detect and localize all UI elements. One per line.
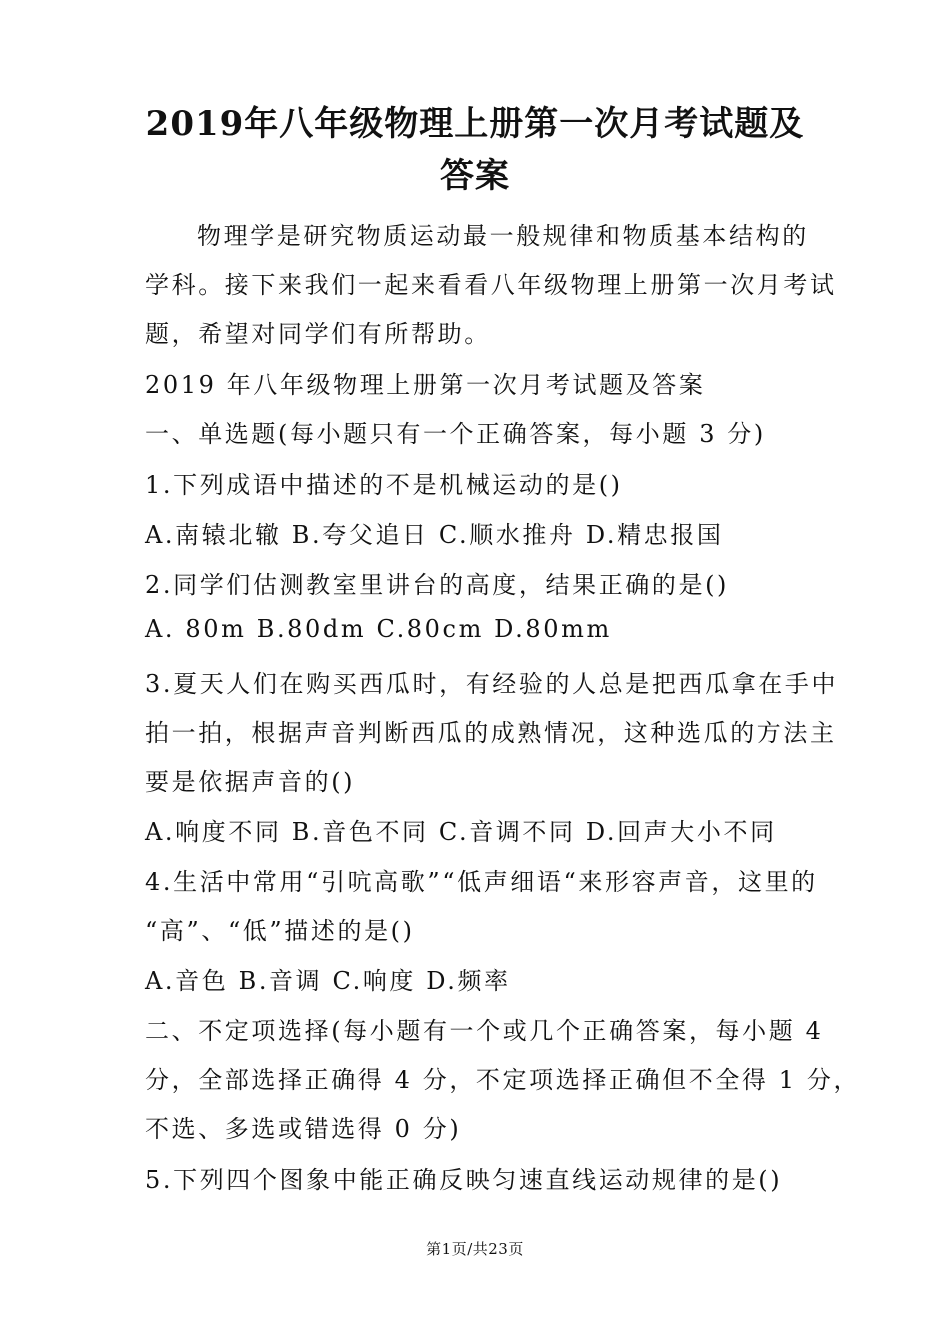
- question-3-line-3: 要是依据声音的(): [145, 768, 356, 796]
- part-two-heading-line-3: 不选、多选或错选得 0 分): [145, 1115, 462, 1143]
- question-4-options: A.音色 B.音调 C.响度 D.频率: [145, 967, 511, 995]
- part-two-heading-line-1: 二、不定项选择(每小题有一个或几个正确答案，每小题 4: [145, 1017, 824, 1045]
- document-title-line-2: 答案: [440, 156, 510, 196]
- question-4-line-1: 4.生活中常用“引吭高歌”“低声细语“来形容声音，这里的: [145, 868, 818, 896]
- intro-line-2: 学科。接下来我们一起来看看八年级物理上册第一次月考试: [145, 271, 837, 299]
- part-two-heading-line-2: 分，全部选择正确得 4 分，不定项选择正确但不全得 1 分，: [145, 1066, 861, 1094]
- question-3-line-2: 拍一拍，根据声音判断西瓜的成熟情况，这种选瓜的方法主: [145, 719, 837, 747]
- page-number-footer: 第1页/共23页: [426, 1240, 524, 1258]
- question-2-options: A. 80m B.80dm C.80cm D.80mm: [145, 615, 612, 643]
- intro-line-1: 物理学是研究物质运动最一般规律和物质基本结构的: [197, 222, 809, 250]
- question-1: 1.下列成语中描述的不是机械运动的是(): [145, 471, 623, 499]
- question-3-options: A.响度不同 B.音色不同 C.音调不同 D.回声大小不同: [145, 818, 777, 846]
- section-heading: 2019 年八年级物理上册第一次月考试题及答案: [145, 371, 706, 399]
- question-5: 5.下列四个图象中能正确反映匀速直线运动规律的是(): [145, 1166, 783, 1194]
- document-title-line-1: 2019年八年级物理上册第一次月考试题及: [145, 104, 805, 144]
- part-one-heading: 一、单选题(每小题只有一个正确答案，每小题 3 分): [145, 420, 766, 448]
- question-4-line-2: “高”、“低”描述的是(): [145, 917, 415, 945]
- intro-line-3: 题，希望对同学们有所帮助。: [145, 320, 491, 348]
- question-1-options: A.南辕北辙 B.夸父追日 C.顺水推舟 D.精忠报国: [145, 521, 724, 549]
- question-3-line-1: 3.夏天人们在购买西瓜时，有经验的人总是把西瓜拿在手中: [145, 670, 839, 698]
- question-2: 2.同学们估测教室里讲台的高度，结果正确的是(): [145, 571, 730, 599]
